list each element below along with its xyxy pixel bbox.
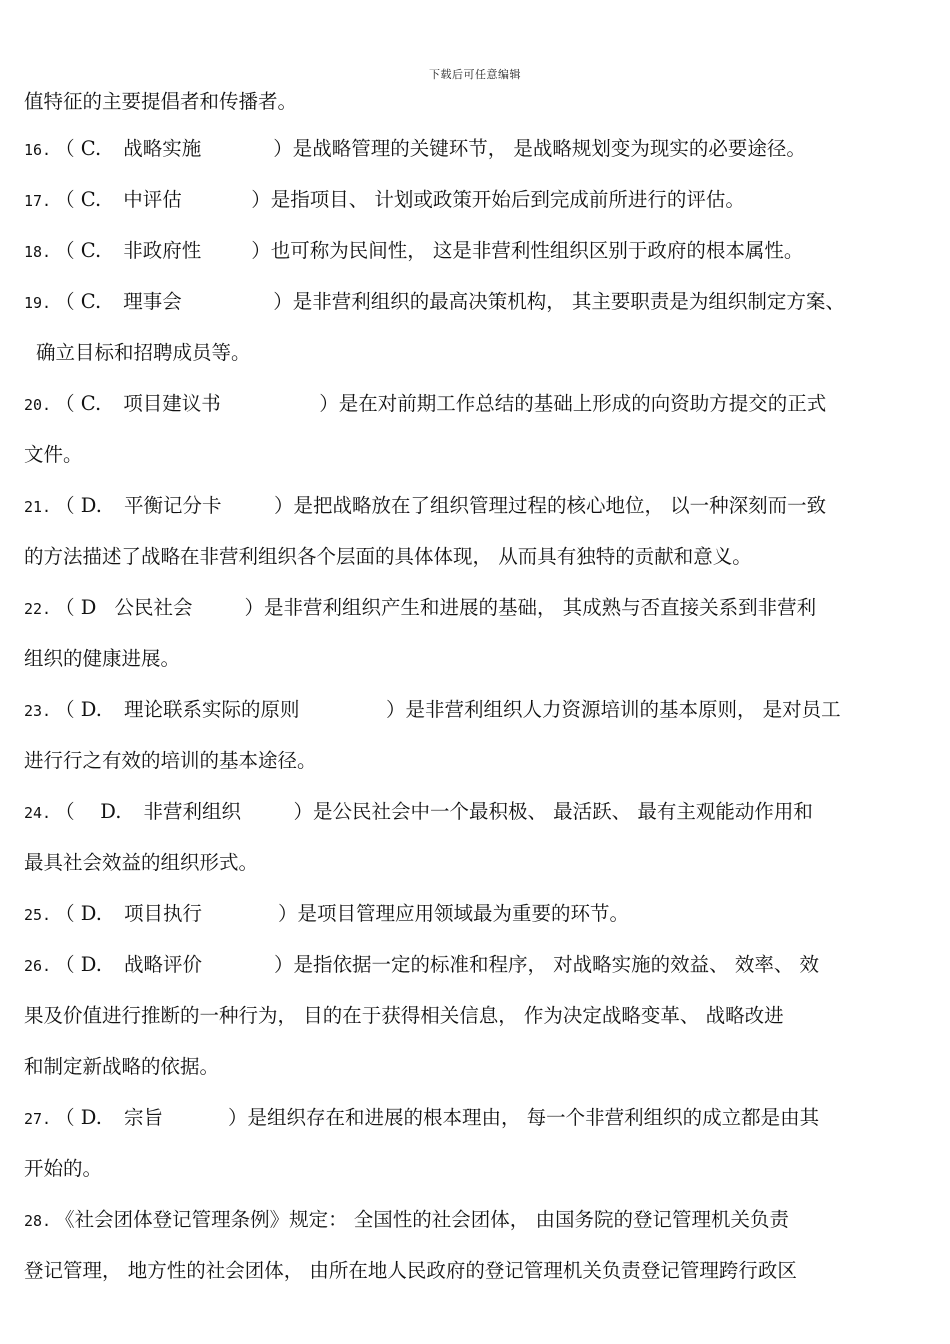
document-body xyxy=(24,86,934,1306)
answer-text: 理论联系实际的原则 xyxy=(123,698,300,721)
answer-close: ） xyxy=(251,239,271,262)
question-text-cont: 的方法描述了战略在非营利组织各个层面的具体体现， 从而具有独特的贡献和意义。 xyxy=(24,545,752,568)
answer-text: 中评估 xyxy=(123,188,182,211)
question-21 xyxy=(24,490,934,541)
answer-open: （ C. xyxy=(55,188,102,211)
question-27-continuation xyxy=(24,1153,934,1204)
answer-close: ） xyxy=(273,290,293,313)
question-text: 《社会团体登记管理条例》规定： 全国性的社会团体， 由国务院的登记管理机关负责 xyxy=(55,1208,789,1231)
answer-text: 平衡记分卡 xyxy=(123,494,222,517)
question-25 xyxy=(24,898,934,949)
answer-close: ） xyxy=(227,1106,248,1129)
question-text: 是公民社会中一个最积极、 最活跃、 最有主观能动作用和 xyxy=(312,800,813,823)
answer-close: ） xyxy=(273,494,294,517)
question-22-continuation xyxy=(24,643,934,694)
question-27 xyxy=(24,1102,934,1153)
answer-text: 项目建议书 xyxy=(123,392,221,415)
question-number: 21. xyxy=(24,498,52,516)
question-28 xyxy=(24,1204,934,1255)
question-20 xyxy=(24,388,934,439)
question-text: 是指项目、 计划或政策开始后到完成前所进行的评估。 xyxy=(270,188,745,211)
question-26 xyxy=(24,949,934,1000)
question-number: 24. xyxy=(24,804,52,822)
answer-close: ） xyxy=(244,596,264,619)
question-text: 也可称为民间性， 这是非营利性组织区别于政府的根本属性。 xyxy=(270,239,804,262)
answer-open: （ D. xyxy=(55,494,102,517)
question-number: 18. xyxy=(24,243,52,261)
answer-open: （ C. xyxy=(55,290,102,313)
answer-text: 项目执行 xyxy=(123,902,202,925)
answer-open: （ D. xyxy=(55,800,122,823)
question-text-cont: 最具社会效益的组织形式。 xyxy=(24,851,259,874)
question-18 xyxy=(24,235,934,286)
question-number: 22. xyxy=(24,600,52,618)
question-text: 是把战略放在了组织管理过程的核心地位， 以一种深刻而一致 xyxy=(293,494,827,517)
answer-open: （ D. xyxy=(55,1106,102,1129)
question-number: 28. xyxy=(24,1212,52,1230)
question-number: 19. xyxy=(24,294,52,312)
question-text: 是组织存在和进展的根本理由， 每一个非营利组织的成立都是由其 xyxy=(247,1106,820,1129)
answer-open: （ C. xyxy=(55,392,102,415)
question-number: 26. xyxy=(24,957,52,975)
question-22 xyxy=(24,592,934,643)
answer-text: 宗旨 xyxy=(123,1106,163,1129)
answer-text: 战略评价 xyxy=(123,953,202,976)
question-24-continuation xyxy=(24,847,934,898)
question-16 xyxy=(24,133,934,184)
question-text-cont2: 和制定新战略的依据。 xyxy=(24,1055,220,1078)
question-number: 27. xyxy=(24,1110,52,1128)
answer-close: ） xyxy=(251,188,271,211)
question-number: 23. xyxy=(24,702,52,720)
answer-open: （ C. xyxy=(55,239,102,262)
question-number: 17. xyxy=(24,192,52,210)
answer-open: （ D. xyxy=(55,902,102,925)
question-28-continuation xyxy=(24,1255,934,1306)
question-text-cont: 进行行之有效的培训的基本途径。 xyxy=(24,749,317,772)
answer-close: ） xyxy=(273,137,293,160)
question-20-continuation xyxy=(24,439,934,490)
answer-text: 非营利组织 xyxy=(143,800,241,823)
question-text: 是非营利组织人力资源培训的基本原则， 是对员工 xyxy=(405,698,841,721)
question-19-continuation xyxy=(24,337,934,388)
question-26-continuation xyxy=(24,1000,934,1051)
question-text-cont: 登记管理， 地方性的社会团体， 由所在地人民政府的登记管理机关负责登记管理跨行政区 xyxy=(24,1259,797,1282)
question-text-cont: 组织的健康进展。 xyxy=(24,647,181,670)
answer-close: ） xyxy=(385,698,406,721)
question-21-continuation xyxy=(24,541,934,592)
question-number: 25. xyxy=(24,906,52,924)
question-text-cont: 果及价值进行推断的一种行为， 目的在于获得相关信息， 作为决定战略变革、 战略改进 xyxy=(24,1004,784,1027)
question-number: 16. xyxy=(24,141,52,159)
question-text: 是非营利组织的最高决策机构， 其主要职责是为组织制定方案、 xyxy=(292,290,845,313)
answer-close: ） xyxy=(277,902,298,925)
continuation-line xyxy=(24,86,934,133)
answer-text: 非政府性 xyxy=(123,239,202,262)
answer-text: 理事会 xyxy=(123,290,182,313)
question-text: 是在对前期工作总结的基础上形成的向资助方提交的正式 xyxy=(338,392,827,415)
question-23-continuation xyxy=(24,745,934,796)
answer-open: （ D. xyxy=(55,698,102,721)
question-26-continuation-2 xyxy=(24,1051,934,1102)
question-19 xyxy=(24,286,934,337)
question-text: 是战略管理的关键环节， 是战略规划变为现实的必要途径。 xyxy=(292,137,806,160)
question-24 xyxy=(24,796,934,847)
question-23 xyxy=(24,694,934,745)
question-text-cont: 文件。 xyxy=(24,443,83,466)
question-text-cont: 开始的。 xyxy=(24,1157,103,1180)
answer-open: （ C. xyxy=(55,137,102,160)
question-text-cont: 确立目标和招聘成员等。 xyxy=(36,341,251,364)
answer-close: ） xyxy=(293,800,313,823)
answer-text: 公民社会 xyxy=(114,596,193,619)
answer-open: （ D xyxy=(55,596,97,619)
question-text: 是非营利组织产生和进展的基础， 其成熟与否直接关系到非营利 xyxy=(263,596,817,619)
question-17 xyxy=(24,184,934,235)
question-number: 20. xyxy=(24,396,52,414)
question-text: 是项目管理应用领域最为重要的环节。 xyxy=(297,902,629,925)
header-note: 下载后可任意编辑 xyxy=(429,68,521,81)
answer-close: ） xyxy=(319,392,339,415)
question-text: 是指依据一定的标准和程序， 对战略实施的效益、 效率、 效 xyxy=(293,953,820,976)
answer-open: （ D. xyxy=(55,953,102,976)
answer-text: 战略实施 xyxy=(123,137,202,160)
answer-close: ） xyxy=(273,953,294,976)
text: 值特征的主要提倡者和传播者。 xyxy=(24,90,298,113)
